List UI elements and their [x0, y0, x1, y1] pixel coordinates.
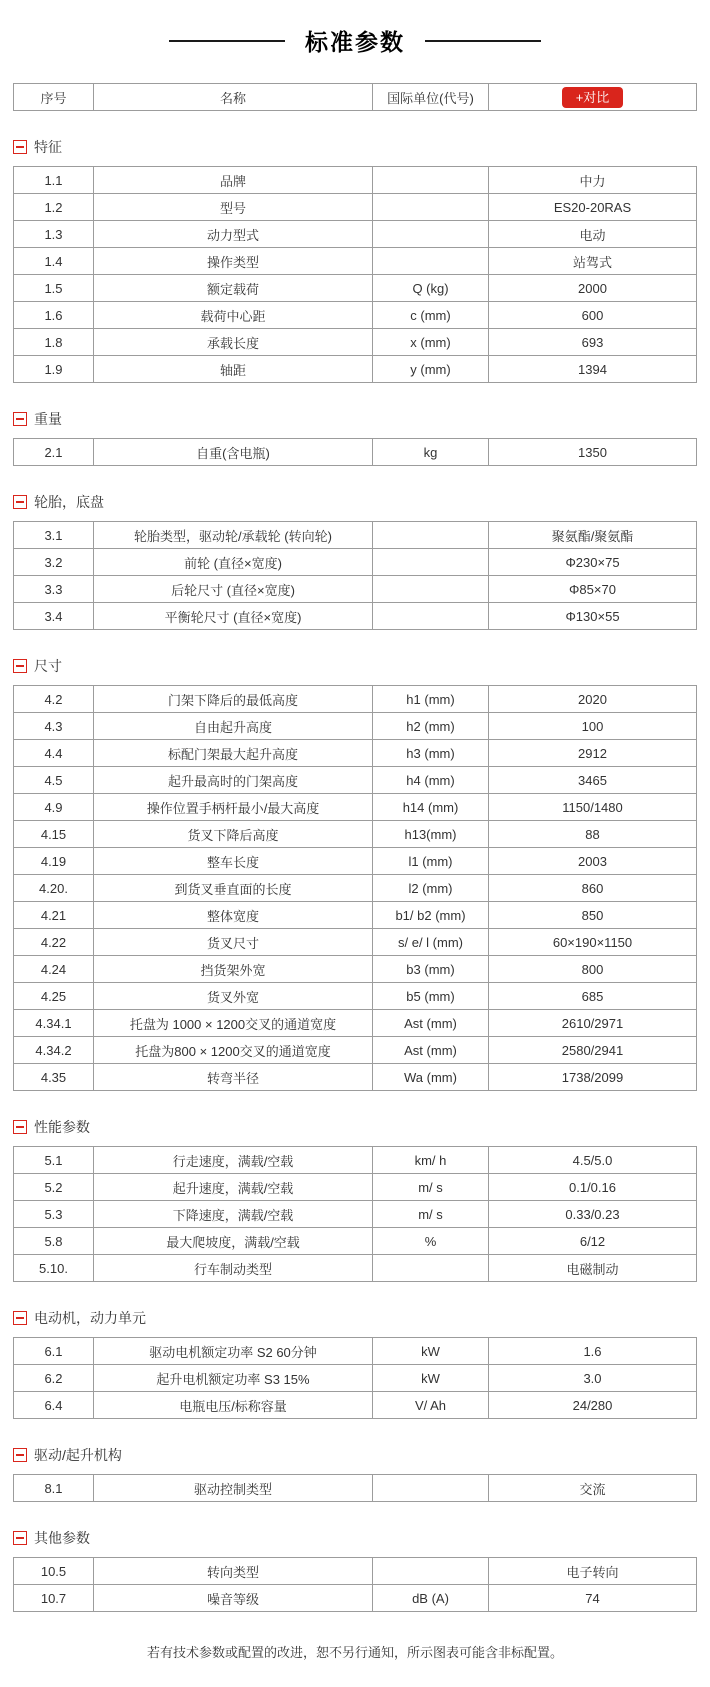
row-no-cell: 10.7 — [14, 1585, 94, 1612]
section-header — [13, 1308, 710, 1328]
row-no-cell: 10.5 — [14, 1558, 94, 1585]
row-name-cell: 动力型式 — [94, 221, 373, 248]
row-name-cell: 货叉下降后高度 — [94, 821, 373, 848]
section-label: 重量 — [34, 411, 62, 427]
row-unit-cell: m/ s — [373, 1174, 489, 1201]
row-name-cell: 最大爬坡度，满载/空载 — [94, 1228, 373, 1255]
section-header — [13, 409, 710, 429]
row-value-cell: 1738/2099 — [489, 1064, 697, 1091]
table-row — [14, 1365, 697, 1392]
row-no-cell: 8.1 — [14, 1475, 94, 1502]
row-unit-cell — [373, 1255, 489, 1282]
table-row — [14, 1064, 697, 1091]
row-value-cell: 600 — [489, 302, 697, 329]
row-name-cell: 轴距 — [94, 356, 373, 383]
section-label: 尺寸 — [34, 658, 62, 674]
row-no-cell: 3.1 — [14, 522, 94, 549]
section-header — [13, 492, 710, 512]
row-unit-cell: b3 (mm) — [373, 956, 489, 983]
table-row — [14, 929, 697, 956]
section-label: 其他参数 — [34, 1530, 90, 1546]
row-no-cell: 5.8 — [14, 1228, 94, 1255]
row-no-cell: 1.8 — [14, 329, 94, 356]
row-unit-cell: l2 (mm) — [373, 875, 489, 902]
table-row — [14, 1392, 697, 1419]
row-name-cell: 行走速度，满载/空载 — [94, 1147, 373, 1174]
header-col-compare — [489, 84, 697, 111]
table-row — [14, 439, 697, 466]
table-row — [14, 1255, 697, 1282]
collapse-minus-icon[interactable] — [13, 495, 27, 509]
row-no-cell: 4.22 — [14, 929, 94, 956]
table-row — [14, 848, 697, 875]
row-no-cell: 4.4 — [14, 740, 94, 767]
row-unit-cell: % — [373, 1228, 489, 1255]
spec-section — [0, 1445, 710, 1502]
page-title: 标准参数 — [305, 29, 405, 55]
sections — [0, 137, 710, 1612]
table-row — [14, 713, 697, 740]
section-header — [13, 137, 710, 157]
row-name-cell: 驱动电机额定功率 S2 60分钟 — [94, 1338, 373, 1365]
header-col-unit: 国际单位(代号) — [373, 84, 489, 111]
row-unit-cell — [373, 522, 489, 549]
row-no-cell: 1.5 — [14, 275, 94, 302]
table-row — [14, 1010, 697, 1037]
spec-table — [13, 1146, 697, 1282]
spec-section — [0, 409, 710, 466]
row-value-cell: Φ85×70 — [489, 576, 697, 603]
row-unit-cell: km/ h — [373, 1147, 489, 1174]
section-header — [13, 656, 710, 676]
row-value-cell: 74 — [489, 1585, 697, 1612]
row-no-cell: 1.9 — [14, 356, 94, 383]
row-value-cell: 电子转向 — [489, 1558, 697, 1585]
header-row — [14, 84, 697, 111]
row-value-cell: 2610/2971 — [489, 1010, 697, 1037]
row-unit-cell: Wa (mm) — [373, 1064, 489, 1091]
row-no-cell: 5.3 — [14, 1201, 94, 1228]
collapse-minus-icon[interactable] — [13, 1448, 27, 1462]
row-no-cell: 4.35 — [14, 1064, 94, 1091]
row-name-cell: 挡货架外宽 — [94, 956, 373, 983]
row-no-cell: 4.9 — [14, 794, 94, 821]
row-value-cell: 860 — [489, 875, 697, 902]
spec-section — [0, 656, 710, 1091]
row-no-cell: 5.10. — [14, 1255, 94, 1282]
row-unit-cell — [373, 1475, 489, 1502]
row-unit-cell: h13(mm) — [373, 821, 489, 848]
row-value-cell: 2003 — [489, 848, 697, 875]
table-row — [14, 1558, 697, 1585]
table-row — [14, 603, 697, 630]
row-name-cell: 起升最高时的门架高度 — [94, 767, 373, 794]
row-unit-cell: c (mm) — [373, 302, 489, 329]
row-unit-cell: kW — [373, 1365, 489, 1392]
spec-table — [13, 1474, 697, 1502]
row-no-cell: 5.1 — [14, 1147, 94, 1174]
row-name-cell: 承载长度 — [94, 329, 373, 356]
header-table — [13, 83, 697, 111]
row-unit-cell: kg — [373, 439, 489, 466]
row-value-cell: ES20-20RAS — [489, 194, 697, 221]
table-row — [14, 1201, 697, 1228]
section-label: 电动机，动力单元 — [34, 1310, 146, 1326]
row-no-cell: 6.1 — [14, 1338, 94, 1365]
table-row — [14, 902, 697, 929]
spec-table — [13, 685, 697, 1091]
row-unit-cell: h2 (mm) — [373, 713, 489, 740]
table-row — [14, 356, 697, 383]
row-unit-cell: dB (A) — [373, 1585, 489, 1612]
row-unit-cell — [373, 1558, 489, 1585]
table-row — [14, 983, 697, 1010]
collapse-minus-icon[interactable] — [13, 412, 27, 426]
row-unit-cell: h1 (mm) — [373, 686, 489, 713]
collapse-minus-icon[interactable] — [13, 140, 27, 154]
collapse-minus-icon[interactable] — [13, 1120, 27, 1134]
row-no-cell: 4.15 — [14, 821, 94, 848]
table-row — [14, 248, 697, 275]
row-no-cell: 1.4 — [14, 248, 94, 275]
row-name-cell: 操作位置手柄杆最小/最大高度 — [94, 794, 373, 821]
row-name-cell: 电瓶电压/标称容量 — [94, 1392, 373, 1419]
row-no-cell: 6.2 — [14, 1365, 94, 1392]
table-row — [14, 576, 697, 603]
spec-table — [13, 1557, 697, 1612]
row-no-cell: 4.19 — [14, 848, 94, 875]
row-unit-cell: h3 (mm) — [373, 740, 489, 767]
row-value-cell: 1150/1480 — [489, 794, 697, 821]
row-no-cell: 1.6 — [14, 302, 94, 329]
row-name-cell: 噪音等级 — [94, 1585, 373, 1612]
row-name-cell: 门架下降后的最低高度 — [94, 686, 373, 713]
row-value-cell: 3465 — [489, 767, 697, 794]
row-value-cell: 685 — [489, 983, 697, 1010]
table-row — [14, 1147, 697, 1174]
row-unit-cell — [373, 167, 489, 194]
row-name-cell: 起升速度，满载/空载 — [94, 1174, 373, 1201]
table-row — [14, 821, 697, 848]
footer-note: 若有技术参数或配置的改进，恕不另行通知，所示图表可能含非标配置。 — [146, 1645, 563, 1660]
collapse-minus-icon[interactable] — [13, 1531, 27, 1545]
row-name-cell: 转弯半径 — [94, 1064, 373, 1091]
table-row — [14, 221, 697, 248]
collapse-minus-icon[interactable] — [13, 659, 27, 673]
row-unit-cell: kW — [373, 1338, 489, 1365]
row-unit-cell: Ast (mm) — [373, 1037, 489, 1064]
row-no-cell: 4.34.2 — [14, 1037, 94, 1064]
row-unit-cell — [373, 549, 489, 576]
row-value-cell: 88 — [489, 821, 697, 848]
row-value-cell: 24/280 — [489, 1392, 697, 1419]
row-no-cell: 3.4 — [14, 603, 94, 630]
row-value-cell: 6/12 — [489, 1228, 697, 1255]
row-unit-cell: V/ Ah — [373, 1392, 489, 1419]
row-value-cell: 693 — [489, 329, 697, 356]
row-unit-cell: Ast (mm) — [373, 1010, 489, 1037]
row-name-cell: 转向类型 — [94, 1558, 373, 1585]
table-row — [14, 794, 697, 821]
row-value-cell: 60×190×1150 — [489, 929, 697, 956]
title-decor-line-right — [425, 40, 541, 42]
table-row — [14, 194, 697, 221]
row-no-cell: 4.5 — [14, 767, 94, 794]
table-row — [14, 167, 697, 194]
row-unit-cell — [373, 248, 489, 275]
header-col-name: 名称 — [94, 84, 373, 111]
row-name-cell: 平衡轮尺寸 (直径×宽度) — [94, 603, 373, 630]
row-value-cell: 2912 — [489, 740, 697, 767]
row-name-cell: 前轮 (直径×宽度) — [94, 549, 373, 576]
row-name-cell: 货叉尺寸 — [94, 929, 373, 956]
row-value-cell: 2020 — [489, 686, 697, 713]
row-name-cell: 驱动控制类型 — [94, 1475, 373, 1502]
row-value-cell: 交流 — [489, 1475, 697, 1502]
row-name-cell: 下降速度，满载/空载 — [94, 1201, 373, 1228]
row-no-cell: 4.25 — [14, 983, 94, 1010]
row-value-cell: 电磁制动 — [489, 1255, 697, 1282]
table-row — [14, 275, 697, 302]
row-name-cell: 后轮尺寸 (直径×宽度) — [94, 576, 373, 603]
row-value-cell: 800 — [489, 956, 697, 983]
section-header — [13, 1528, 710, 1548]
table-row — [14, 1585, 697, 1612]
row-no-cell: 1.3 — [14, 221, 94, 248]
row-name-cell: 载荷中心距 — [94, 302, 373, 329]
table-row — [14, 1338, 697, 1365]
spec-section — [0, 492, 710, 630]
row-value-cell: 100 — [489, 713, 697, 740]
row-no-cell: 4.24 — [14, 956, 94, 983]
section-label: 特征 — [34, 139, 62, 155]
row-no-cell: 4.2 — [14, 686, 94, 713]
row-name-cell: 货叉外宽 — [94, 983, 373, 1010]
spec-table — [13, 521, 697, 630]
row-no-cell: 1.2 — [14, 194, 94, 221]
row-name-cell: 额定载荷 — [94, 275, 373, 302]
spec-section — [0, 137, 710, 383]
title-decor-line-left — [169, 40, 285, 42]
section-header — [13, 1445, 710, 1465]
row-value-cell: 0.33/0.23 — [489, 1201, 697, 1228]
row-name-cell: 轮胎类型，驱动轮/承载轮 (转向轮) — [94, 522, 373, 549]
spec-table — [13, 1337, 697, 1419]
row-name-cell: 到货叉垂直面的长度 — [94, 875, 373, 902]
spec-table — [13, 166, 697, 383]
table-row — [14, 1475, 697, 1502]
row-no-cell: 3.3 — [14, 576, 94, 603]
collapse-minus-icon[interactable] — [13, 1311, 27, 1325]
row-no-cell: 4.3 — [14, 713, 94, 740]
row-no-cell: 4.34.1 — [14, 1010, 94, 1037]
row-name-cell: 起升电机额定功率 S3 15% — [94, 1365, 373, 1392]
row-unit-cell — [373, 576, 489, 603]
row-value-cell: 4.5/5.0 — [489, 1147, 697, 1174]
row-no-cell: 3.2 — [14, 549, 94, 576]
section-label: 轮胎，底盘 — [34, 494, 104, 510]
table-row — [14, 956, 697, 983]
row-value-cell: 850 — [489, 902, 697, 929]
section-label: 性能参数 — [34, 1119, 90, 1135]
row-no-cell: 4.20. — [14, 875, 94, 902]
row-no-cell: 5.2 — [14, 1174, 94, 1201]
table-row — [14, 522, 697, 549]
row-unit-cell — [373, 221, 489, 248]
row-value-cell: 2580/2941 — [489, 1037, 697, 1064]
section-label: 驱动/起升机构 — [34, 1447, 122, 1463]
spec-section — [0, 1308, 710, 1419]
row-unit-cell: b5 (mm) — [373, 983, 489, 1010]
row-unit-cell: h14 (mm) — [373, 794, 489, 821]
row-value-cell: Φ230×75 — [489, 549, 697, 576]
table-row — [14, 1174, 697, 1201]
row-value-cell: 2000 — [489, 275, 697, 302]
row-value-cell: 聚氨酯/聚氨酯 — [489, 522, 697, 549]
row-unit-cell — [373, 194, 489, 221]
header-col-no: 序号 — [14, 84, 94, 111]
row-value-cell: 1394 — [489, 356, 697, 383]
row-unit-cell: l1 (mm) — [373, 848, 489, 875]
spec-section — [0, 1528, 710, 1612]
table-row — [14, 302, 697, 329]
row-value-cell: 站驾式 — [489, 248, 697, 275]
row-value-cell: Φ130×55 — [489, 603, 697, 630]
row-unit-cell: h4 (mm) — [373, 767, 489, 794]
row-unit-cell: s/ e/ l (mm) — [373, 929, 489, 956]
table-row — [14, 549, 697, 576]
row-no-cell: 2.1 — [14, 439, 94, 466]
spec-table — [13, 438, 697, 466]
row-name-cell: 品牌 — [94, 167, 373, 194]
row-value-cell: 3.0 — [489, 1365, 697, 1392]
row-name-cell: 整车长度 — [94, 848, 373, 875]
table-row — [14, 1228, 697, 1255]
row-unit-cell — [373, 603, 489, 630]
row-name-cell: 托盘为800 × 1200交叉的通道宽度 — [94, 1037, 373, 1064]
table-row — [14, 686, 697, 713]
row-name-cell: 整体宽度 — [94, 902, 373, 929]
row-unit-cell: y (mm) — [373, 356, 489, 383]
row-unit-cell: m/ s — [373, 1201, 489, 1228]
row-name-cell: 标配门架最大起升高度 — [94, 740, 373, 767]
table-row — [14, 1037, 697, 1064]
row-no-cell: 1.1 — [14, 167, 94, 194]
row-name-cell: 托盘为 1000 × 1200交叉的通道宽度 — [94, 1010, 373, 1037]
row-no-cell: 6.4 — [14, 1392, 94, 1419]
table-row — [14, 740, 697, 767]
row-value-cell: 0.1/0.16 — [489, 1174, 697, 1201]
row-value-cell: 1350 — [489, 439, 697, 466]
row-name-cell: 自由起升高度 — [94, 713, 373, 740]
row-name-cell: 自重(含电瓶) — [94, 439, 373, 466]
table-row — [14, 329, 697, 356]
table-row — [14, 875, 697, 902]
spec-section — [0, 1117, 710, 1282]
row-unit-cell: Q (kg) — [373, 275, 489, 302]
row-value-cell: 1.6 — [489, 1338, 697, 1365]
table-row — [14, 767, 697, 794]
row-unit-cell: b1/ b2 (mm) — [373, 902, 489, 929]
row-value-cell: 电动 — [489, 221, 697, 248]
page-title-row — [0, 24, 710, 57]
row-no-cell: 4.21 — [14, 902, 94, 929]
row-unit-cell: x (mm) — [373, 329, 489, 356]
row-name-cell: 行车制动类型 — [94, 1255, 373, 1282]
row-name-cell: 型号 — [94, 194, 373, 221]
row-name-cell: 操作类型 — [94, 248, 373, 275]
section-header — [13, 1117, 710, 1137]
row-value-cell: 中力 — [489, 167, 697, 194]
compare-button[interactable]: +对比 — [562, 87, 624, 108]
